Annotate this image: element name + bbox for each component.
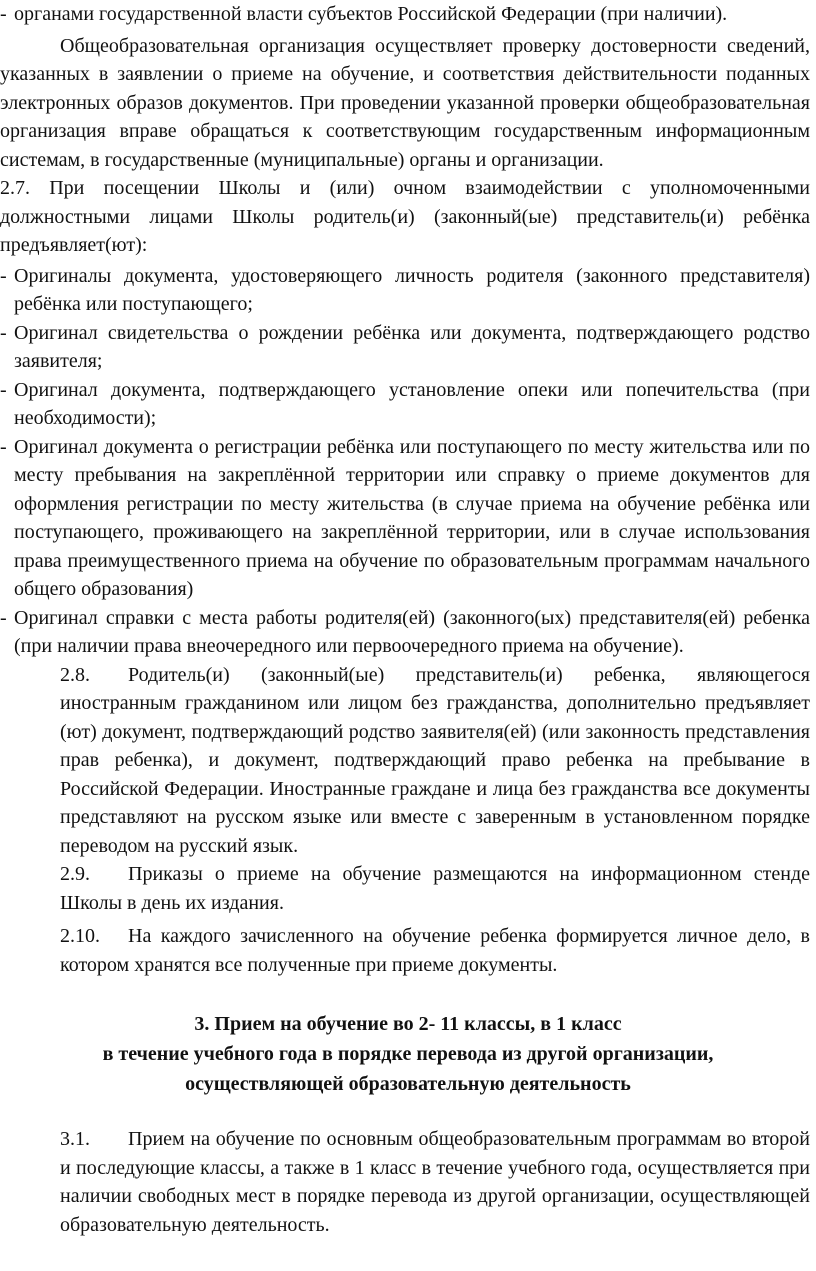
list-item: [0, 376, 810, 433]
list-dash: -: [0, 606, 7, 629]
list-dash: -: [0, 321, 7, 344]
list-item: [0, 319, 810, 376]
list-dash: -: [0, 264, 7, 287]
list-item-text: Оригиналы документа, удостоверяющего личность родителя (законного представителя) ребёнка или поступающего;: [14, 264, 810, 315]
section-heading: [0, 1009, 816, 1099]
paragraph-number: 2.9.: [60, 863, 90, 885]
list-item-text: органами государственной власти субъектов Российской Федерации (при наличии).: [14, 3, 728, 25]
list-item-text: Оригинал свидетельства о рождении ребёнка или документа, подтверждающего родство заявителя;: [14, 321, 810, 372]
paragraph-text: На каждого зачисленного на обучение ребенка формируется личное дело, в котором хранятся все полученные при приеме документы.: [60, 925, 810, 976]
heading-line: 3. Прием на обучение во 2- 11 классы, в 1 класс: [194, 1013, 622, 1035]
list-item: [0, 262, 810, 319]
paragraph-2-7: 2.7. При посещении Школы и (или) очном взаимодействии с уполномоченными должностными лицами Школы родитель(и) (законный(ые) представитель(и) ребёнка предъявляет(ют):: [0, 177, 810, 256]
paragraph-number: 3.1.: [60, 1128, 90, 1150]
heading-line: осуществляющей образовательную деятельность: [185, 1073, 631, 1095]
list-item-text: Оригинал документа о регистрации ребёнка или поступающего по месту жительства или по месту пребывания на закреплённой территории или справку о приеме документов для оформления регистрации по месту жительства (в случае приема на обучение ребёнка или поступающего, проживающего на закреплённой территории, или в случае использования права преимущественного приема на обучение по образовательным программам начального общего образования): [14, 435, 810, 600]
list-dash: -: [0, 435, 7, 458]
list-dash: -: [0, 378, 7, 401]
paragraph-text: Приказы о приеме на обучение размещаются на информационном стенде Школы в день их издания.: [60, 863, 810, 914]
list-item: [0, 433, 810, 604]
paragraph-number: 2.10.: [60, 925, 100, 947]
heading-line: в течение учебного года в порядке перевода из другой организации,: [102, 1043, 714, 1065]
paragraph-2-10: [60, 922, 810, 979]
verify-paragraph: Общеобразовательная организация осуществляет проверку достоверности сведений, указанных в заявлении о приеме на обучение, и соответствия действительности поданных электронных образов документов. При проведении указанной проверки общеобразовательная организация вправе обращаться к соответствующим государственным информационным системам, в государственные (муниципальные) органы и организации.: [0, 34, 810, 171]
paragraph-3-1: [60, 1125, 810, 1239]
list-dash: -: [0, 3, 7, 25]
paragraph-text: Родитель(и) (законный(ые) представитель(и) ребенка, являющегося иностранным гражданином или лицом без гражданства, дополнительно предъявляет (ют) документ, подтверждающий родство заявителя(ей) (или законность представления прав ребенка), и документ, подтверждающий право ребенка на пребывание в Российской Федерации. Иностранные граждане и лица без гражданства все документы представляют на русском языке или вместе с заверенным в установленном порядке переводом на русский язык.: [60, 663, 810, 857]
paragraph-number: 2.8.: [60, 663, 90, 686]
paragraph-2-9: [60, 860, 810, 917]
list-item: [0, 604, 810, 661]
list-item-intro: [0, 0, 810, 29]
paragraph-2-8: [60, 661, 810, 861]
paragraph-text: Прием на обучение по основным общеобразовательным программам во второй и последующие классы, а также в 1 класс в течение учебного года, осуществляется при наличии свободных мест в порядке перевода из другой организации, осуществляющей образовательную деятельность.: [60, 1128, 810, 1236]
list-item-text: Оригинал документа, подтверждающего установление опеки или попечительства (при необходимости);: [14, 378, 810, 429]
list-item-text: Оригинал справки с места работы родителя(ей) (законного(ых) представителя(ей) ребенка (при наличии права внеочередного или первоочередного приема на обучение).: [14, 606, 810, 657]
